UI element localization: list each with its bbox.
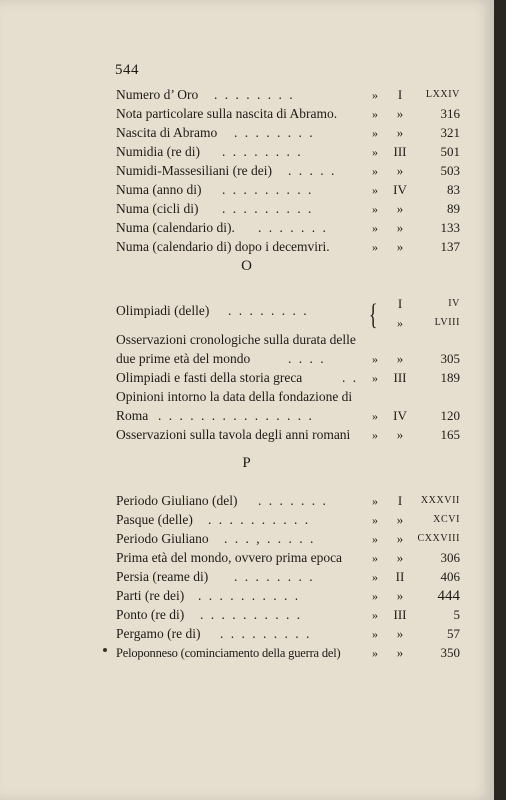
entry-volume: II <box>395 569 405 584</box>
entry-leader-dots: . . . . . . . . . . <box>198 588 301 603</box>
index-entry <box>116 180 460 200</box>
entry-label-line: Opinioni intorno la data della fondazione di <box>116 389 353 404</box>
index-entry <box>116 85 460 105</box>
entry-volume: I <box>397 296 403 311</box>
entry-label: Numero d’ Oro <box>116 87 199 102</box>
entry-leader-dots: . . . . . . . . . . <box>200 607 303 622</box>
ditto-mark: » <box>372 532 378 546</box>
index-entry <box>116 199 460 219</box>
entry-page: 189 <box>440 370 460 385</box>
ditto-mark: » <box>372 371 378 385</box>
index-entry <box>116 510 460 530</box>
entry-volume: » <box>396 588 404 603</box>
entry-leader-dots: . . . . . . . . . <box>222 201 314 216</box>
ditto-mark: » <box>372 352 378 366</box>
index-entry <box>116 491 460 511</box>
entry-leader-dots: . . . . . . . . <box>222 144 303 159</box>
ditto-mark: » <box>372 240 378 254</box>
entry-leader-dots: . . . . . . . <box>258 220 328 235</box>
entry-page: 501 <box>440 144 460 159</box>
entry-volume: » <box>396 239 404 254</box>
entry-leader-dots: . . . . . . . . . . . . . . . <box>158 408 314 423</box>
entry-label: Numa (calendario di). <box>116 220 235 235</box>
entry-leader-dots: . . . . . . . . . <box>220 626 312 641</box>
entry-label: Osservazioni sulla tavola degli anni romani <box>116 427 351 442</box>
entry-leader-dots: . . . . . . . <box>258 493 328 508</box>
ditto-mark: » <box>372 627 378 641</box>
ditto-mark: » <box>372 513 378 527</box>
entry-volume: » <box>396 427 404 442</box>
brace-symbol: { <box>368 298 378 331</box>
entry-label: Periodo Giuliano (del) <box>116 493 238 508</box>
index-entry <box>116 548 460 568</box>
entry-label: Numa (calendario di) dopo i decemviri. <box>116 239 330 254</box>
entry-label: Numa (anno di) <box>116 182 202 197</box>
ditto-mark: » <box>372 107 378 121</box>
index-entry <box>116 349 460 369</box>
ditto-mark: » <box>372 428 378 442</box>
entry-volume: III <box>393 370 407 385</box>
entry-page: 137 <box>440 239 460 254</box>
entry-leader-dots: . . . . . . . . <box>228 303 309 318</box>
ditto-mark: » <box>372 145 378 159</box>
section-letter-o: O <box>241 258 253 274</box>
entry-page: 83 <box>447 182 460 197</box>
entry-label: Nota particolare sulla nascita di Abramo. <box>116 106 338 121</box>
entry-volume: » <box>396 512 404 527</box>
entry-volume: IV <box>393 182 407 197</box>
entry-label: Periodo Giuliano <box>116 531 209 546</box>
entry-label: Pasque (delle) <box>116 512 193 527</box>
entry-label-line: Osservazioni cronologiche sulla durata delle <box>116 332 356 347</box>
entry-leader-dots: . . . . . . . . <box>214 87 295 102</box>
ditto-mark: » <box>372 164 378 178</box>
index-entry <box>116 605 460 625</box>
index-entry <box>116 406 460 426</box>
entry-page: 57 <box>447 626 460 641</box>
entry-page: 316 <box>440 106 460 121</box>
entry-volume: » <box>396 645 404 660</box>
entry-volume: I <box>397 87 403 102</box>
entry-volume: » <box>396 125 404 140</box>
ditto-mark: » <box>372 494 378 508</box>
ditto-mark: » <box>372 551 378 565</box>
entry-label: Olimpiadi (delle) <box>116 303 210 318</box>
entry-page: 306 <box>440 550 460 565</box>
entry-volume: » <box>396 351 404 366</box>
entry-volume: » <box>396 201 404 216</box>
entry-label: Peloponneso (cominciamento della guerra del) <box>116 646 341 660</box>
entry-page: 406 <box>440 569 460 584</box>
entry-leader-dots: . . . . <box>288 351 326 366</box>
entry-page: 89 <box>447 201 460 216</box>
entry-label: Parti (re dei) <box>116 588 185 603</box>
ditto-mark: » <box>372 126 378 140</box>
entry-page: 5 <box>453 607 460 622</box>
entry-label: Ponto (re di) <box>116 607 185 622</box>
index-entry <box>116 218 460 238</box>
entry-page: 350 <box>440 645 460 660</box>
entry-label: due prime età del mondo <box>116 351 251 366</box>
entry-leader-dots: . . . . . . . . <box>234 569 315 584</box>
entry-volume: » <box>396 106 404 121</box>
index-entry <box>116 624 460 644</box>
entry-page: XXXVII <box>420 495 460 506</box>
ditto-mark: » <box>372 183 378 197</box>
ink-spot <box>103 648 107 652</box>
entry-volume: III <box>393 144 407 159</box>
entry-label: Roma <box>116 408 149 423</box>
ditto-mark: » <box>372 409 378 423</box>
index-entry <box>116 567 460 587</box>
entry-label: Olimpiadi e fasti della storia greca <box>116 370 303 385</box>
entry-volume: » <box>396 220 404 235</box>
entry-page: LXXIV <box>425 89 460 100</box>
entry-label: Numidia (re di) <box>116 144 200 159</box>
index-entry <box>116 104 460 124</box>
entry-volume: » <box>396 626 404 641</box>
entry-page: 305 <box>440 351 460 366</box>
entry-page: 321 <box>440 125 460 140</box>
entry-volume: III <box>393 607 407 622</box>
entry-label: Pergamo (re di) <box>116 626 201 641</box>
index-entry <box>116 368 460 388</box>
ditto-mark: » <box>372 608 378 622</box>
entry-volume: » <box>396 163 404 178</box>
entry-leader-dots: . . . , . . . . . <box>224 531 316 546</box>
index-entry <box>116 161 460 181</box>
entry-page: CXXVIII <box>417 533 460 544</box>
entry-leader-dots: . . . . . . . . <box>234 125 315 140</box>
entry-page: 120 <box>440 408 460 423</box>
entry-label: Numidi-Massesiliani (re dei) <box>116 163 272 178</box>
entry-label: Nascita di Abramo <box>116 125 218 140</box>
ditto-mark: » <box>372 221 378 235</box>
entry-label: Prima età del mondo, ovvero prima epoca <box>116 550 343 565</box>
entry-page: 133 <box>440 220 460 235</box>
ditto-mark: » <box>397 316 403 330</box>
ditto-mark: » <box>372 570 378 584</box>
ditto-mark: » <box>372 88 378 102</box>
entry-leader-dots: . . . . . . . . . . <box>208 512 311 527</box>
index-entry <box>116 586 460 606</box>
entry-volume: » <box>396 550 404 565</box>
entry-leader-dots: . . . . . <box>288 163 337 178</box>
entry-page: LVIII <box>434 317 460 328</box>
index-entry <box>116 237 460 257</box>
entry-page: 165 <box>440 427 460 442</box>
entry-volume: IV <box>393 408 407 423</box>
entry-volume: I <box>397 493 403 508</box>
ditto-mark: » <box>372 202 378 216</box>
index-entry <box>116 643 460 663</box>
entry-page: IV <box>448 298 460 309</box>
entry-page: 503 <box>440 163 460 178</box>
entry-volume: » <box>396 531 404 546</box>
ditto-mark: » <box>372 646 378 660</box>
entry-label: Persia (reame di) <box>116 569 209 584</box>
entry-label: Numa (cicli di) <box>116 201 199 216</box>
page-number: 544 <box>115 62 139 78</box>
ditto-mark: » <box>372 589 378 603</box>
entry-page: XCVI <box>433 514 460 525</box>
section-letter-p: P <box>242 455 252 471</box>
index-entry <box>116 142 460 162</box>
index-entry <box>116 425 460 445</box>
index-entry <box>116 529 460 549</box>
entry-leader-dots: . . <box>342 370 359 385</box>
entry-page: 444 <box>437 588 460 604</box>
index-entry <box>116 123 460 143</box>
entry-leader-dots: . . . . . . . . . <box>222 182 314 197</box>
